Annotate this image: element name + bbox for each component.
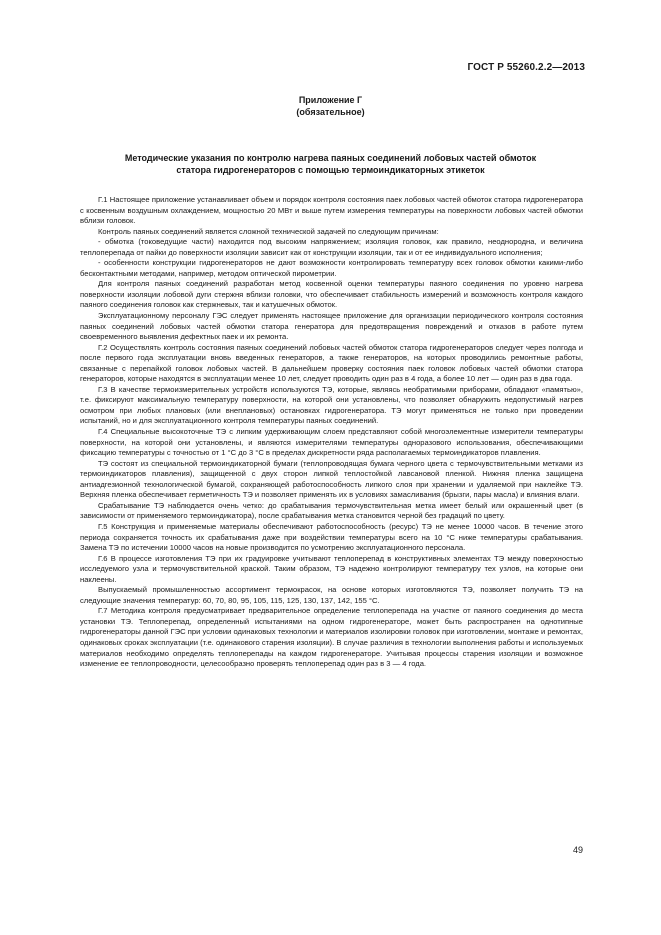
paragraph: Г.7 Методика контроля предусматривает предварительное определение теплоперепада на участке от паяного соединения до места установки ТЭ. Теплоперепад, определенный испытаниями на одном гидрогенераторе, может быть распространен на однотипные гидрогенераторы данной ГЭС при условии одинаковых технологии и материалов изолировки головок при изготовлении, монтаже и ремонтах, одинаковых сроках эксплуатации (т.е. одинакового старения изоляции). В случае различия в технологии выполнения работы и используемых материалов необходимо определять теплоперепады на каждом гидрогенераторе. Учитывая процессы старения изоляции и возможное изменение ее теплопроводности, целесообразно проверять теплоперепад один раз в 3 — 4 года.: [80, 606, 583, 669]
paragraph: Срабатывание ТЭ наблюдается очень четко: до срабатывания термочувствительная метка имеет белый или окрашенный цвет (в зависимости от применяемого термоиндикатора), после срабатывания метка становится черной без градаций по цвету.: [80, 500, 583, 521]
paragraph: Выпускаемый промышленностью ассортимент термокрасок, на основе которых изготовляются ТЭ, позволяет получить ТЭ на следующие значения температур: 60, 70, 80, 95, 105, 115, 125, 130, 137, 142, 155 °С.: [80, 585, 583, 605]
paragraph: Г.2 Осуществлять контроль состояния паяных соединений лобовых частей обмоток статора гидрогенераторов следует через полгода и после первого года эксплуатации вновь введенных генераторов, а также генераторов, на которых проводились ремонтные работы, связанные с перепайкой головок лобовых частей. В дальнейшем проверку состояния паек головок лобовых частей обмотки статора генераторов, которые находятся в эксплуатации менее 10 лет, следует проводить один раз в 4 года, а более 10 лет — один раз в два года.: [80, 342, 583, 384]
body-text: [80, 195, 583, 670]
paragraph: Г.4 Специальные высокоточные ТЭ с липким удерживающим слоем представляют собой многоэлементные измерители температуры поверхности, на которой они установлены, и являются измерителями температуры одноразового использования, обеспечивающими фиксацию температуры с точностью от 1 °С до 3 °С в пределах дискретности ряда располагаемых термоиндикаторов плавления.: [80, 427, 583, 458]
paragraph: Контроль паяных соединений является сложной технической задачей по следующим причинам:: [98, 226, 439, 236]
page-number: 49: [572, 845, 583, 855]
paragraph: Для контроля паяных соединений разработан метод косвенной оценки температуры паяного соединения по уровню нагрева поверхности изоляции лобовой дуги стержня вблизи головки, что обеспечивает стабильность измерений и возможность контроля каждого паяного соединения головок как стержневых, так и катушечных обмоток.: [80, 279, 583, 310]
document-code: ГОСТ Р 55260.2.2—2013: [467, 62, 585, 73]
paragraph: Г.5 Конструкция и применяемые материалы обеспечивают работоспособность (ресурс) ТЭ не менее 10000 часов. В течение этого периода сохраняется точность их срабатывания даже при воздействии температуры всего на 10 °С ниже температуры срабатывания. Замена ТЭ по истечении 10000 часов на новые производится по усмотрению эксплуатационного персонала.: [80, 521, 583, 553]
paragraph: Г.3 В качестве термоизмерительных устройств используются ТЭ, которые, являясь необратимыми приборами, обладают «памятью», т.е. фиксируют максимальную температуру поверхности, на которой они установлены, что позволяет обнаружить недопустимый нагрев осмотром при любых плановых (или внеплановых) остановках гидрогенератора. ТЭ могут применяться не только при проведении испытаний, но и для эксплуатационного контроля температуры паяных соединений.: [80, 384, 583, 426]
paragraph: ТЭ состоят из специальной термоиндикаторной бумаги (теплопроводящая бумага черного цвета с термочувствительными метками из термоиндикаторов плавления), защищенной с двух сторон липкой теплостойкой лавсановой пленкой. Нижняя пленка защищена антиадгезионной технологической бумагой, сохраняющей работоспособность липкого слоя при хранении и удаляемой при наклейке ТЭ. Верхняя пленка обеспечивает герметичность ТЭ и позволяет применять их в условиях замасливания (брызги, пары масла) и влияния влаги.: [80, 458, 583, 500]
appendix-title: Приложение Г: [298, 95, 363, 105]
document-title: [60, 152, 601, 176]
paragraph: Г.6 В процессе изготовления ТЭ при их градуировке учитывают теплоперепад в конструктивных элементах ТЭ между поверхностью исследуемого узла и термочувствительной краской. Таким образом, ТЭ надежно контролируют температуру тех узлов, на которые они наклеены.: [80, 553, 583, 584]
appendix-status: (обязательное): [296, 107, 365, 117]
paragraph: - особенности конструкции гидрогенераторов не дают возможности контролировать температуру всех головок обмотки какими-либо бесконтактными методами, например, методом оптической пирометрии.: [80, 258, 583, 278]
document-title-line-1: Методические указания по контролю нагрева паяных соединений лобовых частей обмоток: [124, 153, 537, 163]
paragraph: - обмотка (токоведущие части) находится под высоким напряжением; изоляция головок, как правило, неоднородна, и величина теплоперепада от пайки до поверхности изоляции зависит как от конструкции изоляции, так и от ее индивидуального исполнения;: [80, 237, 583, 257]
paragraph: Г.1 Настоящее приложение устанавливает объем и порядок контроля состояния паек лобовых частей обмоток статора гидрогенератора с косвенным воздушным охлаждением, мощностью 20 МВт и выше путем измерения температуры на поверхности лобовых частей обмотки вблизи головок.: [80, 195, 583, 226]
appendix-heading: [0, 94, 661, 118]
paragraph: Эксплуатационному персоналу ГЭС следует применять настоящее приложение для организации периодического контроля состояния паяных соединений лобовых частей обмотки статора генератора для предотвращения повреждений и отказов в работе путем своевременного выявления дефектных паек и их ремонта.: [80, 311, 583, 342]
document-title-line-2: статора гидрогенераторов с помощью термоиндикаторных этикеток: [176, 165, 485, 175]
